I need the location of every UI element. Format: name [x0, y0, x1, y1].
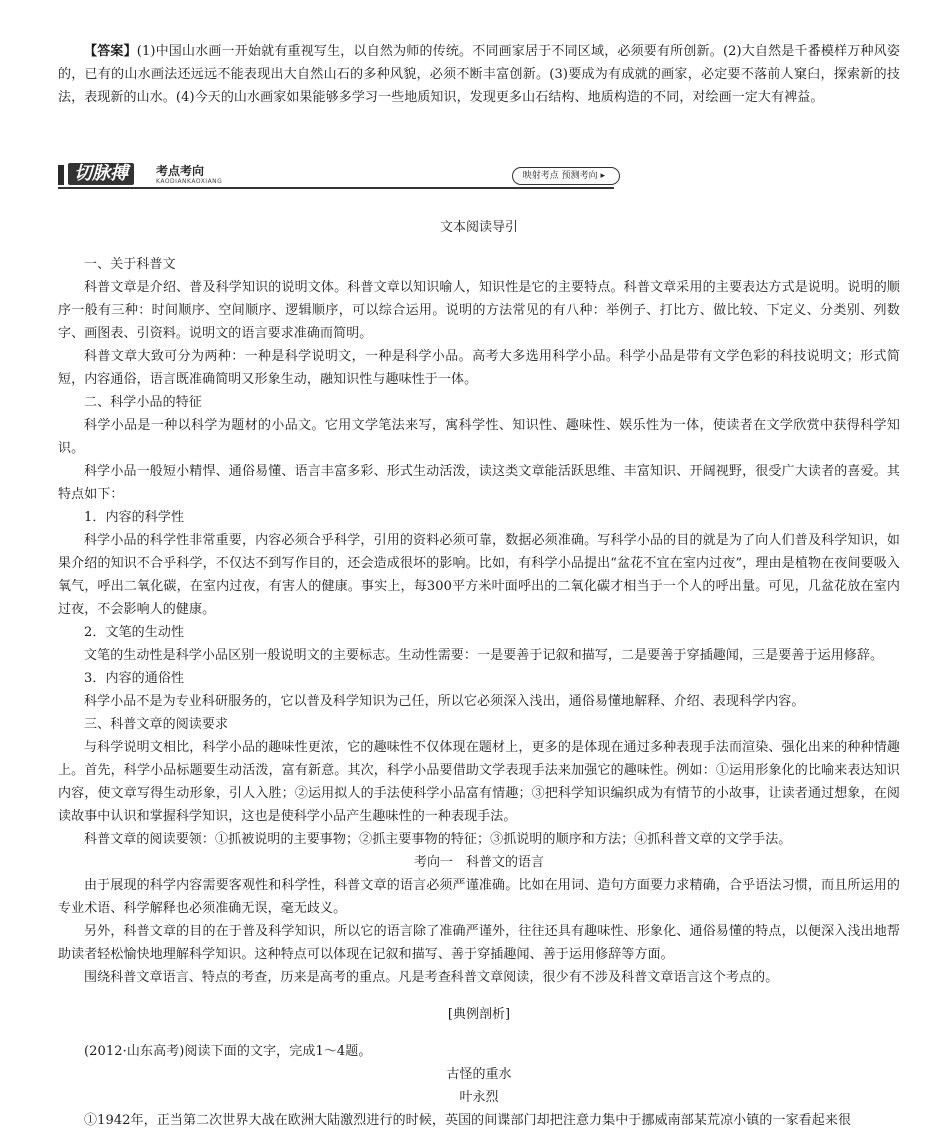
banner-pill-text: 映射考点 预测考向 — [522, 171, 598, 181]
paragraph: 科学小品是一种以科学为题材的小品文。它用文学笔法来写，寓科学性、知识性、趣味性、娱乐性为一体，使读者在文学欣赏中获得科学知识。 — [58, 418, 900, 456]
paragraph: 科学小品不是为专业科研服务的，它以普及科学知识为己任，所以它必须深入浅出，通俗易懂地解释、介绍、表现科学内容。 — [84, 694, 805, 709]
banner-title: 考点考向 — [156, 164, 205, 178]
banner-pill — [512, 167, 620, 185]
heading-1: 一、关于科普文 — [84, 257, 176, 272]
heading-2: 二、科学小品的特征 — [84, 395, 202, 410]
paragraph: 科普文章的阅读要领：①抓被说明的主要事物；②抓主要事物的特征；③抓说明的顺序和方法；④抓科普文章的文学手法。 — [84, 832, 792, 847]
paragraph: 文笔的生动性是科学小品区别一般说明文的主要标志。生动性需要：一是要善于记叙和描写，二是要善于穿插趣闻，三是要善于运用修辞。 — [84, 648, 884, 663]
paragraph: 另外，科普文章的目的在于普及科学知识，所以它的语言除了准确严谨外，往往还具有趣味性、形象化、通俗易懂的特点，以便深入浅出地帮助读者轻松愉快地理解科学知识。这种特点可以体现在记叙和描写、善于穿插趣闻、善于运用修辞等方面。 — [58, 924, 900, 962]
answer-text: (1)中国山水画一开始就有重视写生，以自然为师的传统。不同画家居于不同区域，必须要有所创新。(2)大自然是千番模样万种风姿的，已有的山水画法还远远不能表现出大自然山石的多种风貌，必须不断丰富创新。(3)要成为有成就的画家，必定要不落前人窠臼，探索新的技法，表现新的山水。(4)今天的山水画家如果能够多学习一些地质知识，发现更多山石结构、地质构造的不同，对绘画一定大有裨益。 — [58, 44, 900, 105]
chevron-right-icon: ▸ — [600, 171, 605, 181]
section-title: 文本阅读导引 — [439, 220, 518, 235]
paragraph: 科学小品一般短小精悍、通俗易懂、语言丰富多彩、形式生动活泼，读这类文章能活跃思维、丰富知识、开阔视野，很受广大读者的喜爱。其特点如下： — [58, 464, 900, 502]
paragraph: 科学小品的科学性非常重要，内容必须合乎科学，引用的资料必须可靠，数据必须准确。写科学小品的目的就是为了向人们普及科学知识，如果介绍的知识不合乎科学，不仅达不到写作目的，还会造成很坏的影响。比如，有科学小品提出“盆花不宜在室内过夜”，理由是植物在夜间要吸入氧气，呼出二氧化碳，在室内过夜，有害人的健康。事实上，每300平方米叶面呼出的二氧化碳才相当于一个人的呼出量。可见，几盆花放在室内过夜，不会影响人的健康。 — [58, 533, 900, 617]
direction-title: 考向一 科普文的语言 — [413, 855, 544, 870]
paragraph: 围绕科普文章语言、特点的考查，历来是高考的重点。凡是考查科普文章阅读，很少有不涉及科普文章语言这个考点的。 — [84, 970, 779, 985]
subheading-1: 1．内容的科学性 — [84, 510, 185, 525]
banner-logo: 切脉搏 — [68, 163, 134, 185]
heading-3: 三、科普文章的阅读要求 — [84, 717, 229, 732]
example-intro: (2012·山东高考)阅读下面的文字，完成1～4题。 — [84, 1044, 372, 1059]
main-content — [58, 216, 900, 1132]
paragraph: 科普文章大致可分为两种：一种是科学说明文，一种是科学小品。高考大多选用科学小品。科学小品是带有文学色彩的科技说明文；形式简短，内容通俗，语言既准确简明又形象生动，融知识性与趣味性于一体。 — [58, 349, 900, 387]
subheading-3: 3．内容的通俗性 — [84, 671, 185, 686]
answer-label: 【答案】 — [84, 44, 137, 59]
passage-title: 古怪的重水 — [446, 1067, 512, 1082]
answer-block — [58, 40, 900, 109]
section-banner — [58, 165, 618, 189]
example-title: [典例剖析] — [447, 1007, 511, 1022]
answer-paragraph — [58, 40, 900, 109]
paragraph: 科普文章是介绍、普及科学知识的说明文体。科普文章以知识喻人，知识性是它的主要特点。科普文章采用的主要表达方式是说明。说明的顺序一般有三种：时间顺序、空间顺序、逻辑顺序，可以综合运用。说明的方法常见的有八种：举例子、打比方、做比较、下定义、分类别、列数字、画图表、引资料。说明文的语言要求准确而简明。 — [58, 280, 900, 341]
passage-author: 叶永烈 — [459, 1090, 499, 1105]
passage-paragraph: ①1942年，正当第二次世界大战在欧洲大陆激烈进行的时候，英国的间谍部门却把注意力集中于挪威南部某荒凉小镇的一家看起来很 — [84, 1113, 852, 1128]
banner-bar — [58, 165, 64, 185]
banner-pinyin: KAODIANKAOXIANG — [156, 178, 223, 185]
paragraph: 由于展现的科学内容需要客观性和科学性，科普文章的语言必须严谨准确。比如在用词、造句方面要力求精确，合乎语法习惯，而且所运用的专业术语、科学解释也必须准确无误，毫无歧义。 — [58, 878, 900, 916]
subheading-2: 2．文笔的生动性 — [84, 625, 185, 640]
banner-rule — [58, 187, 614, 189]
paragraph: 与科学说明文相比，科学小品的趣味性更浓，它的趣味性不仅体现在题材上，更多的是体现在通过多种表现手法而渲染、强化出来的种种情趣上。首先，科学小品标题要生动活泼，富有新意。其次，科学小品要借助文学表现手法来加强它的趣味性。例如：①运用形象化的比喻来表达知识内容，使文章写得生动形象，引人入胜；②运用拟人的手法使科学小品富有情趣；③把科学知识编织成为有情节的小故事，让读者通过想象，在阅读故事中认识和掌握科学知识，这也是使科学小品产生趣味性的一种表现手法。 — [58, 740, 900, 824]
